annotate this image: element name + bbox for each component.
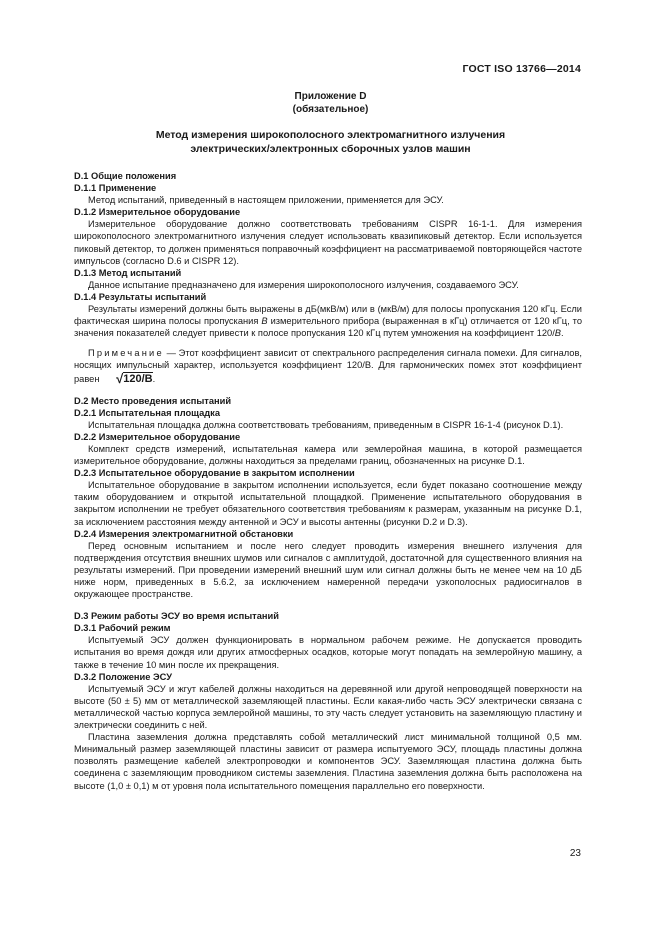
subsection-heading-d2-4: D.2.4 Измерения электромагнитной обстановки	[74, 528, 294, 539]
main-title-line-1: Метод измерения широкополосного электромагнитного излучения	[155, 129, 506, 141]
appendix-title: Приложение D	[294, 91, 367, 102]
note	[74, 347, 582, 384]
main-title	[0, 128, 661, 156]
subsection-heading-d2-2: D.2.2 Измерительное оборудование	[74, 431, 241, 442]
standard-designation: ГОСТ ISO 13766—2014	[462, 63, 581, 75]
text-run: измерительного прибора (выраженная в кГц) отличается от 120 кГц, то значения показателей следует привести к полосе пропускания 120 кГц путем умножения на коэффициент 120/	[74, 316, 583, 339]
subsection-heading-d1-3: D.1.3 Метод испытаний	[74, 267, 182, 278]
paragraph-d1-3: Данное испытание предназначено для измерения широкополосного излучения, создаваемого ЭСУ.	[88, 279, 519, 290]
variable-b: B	[554, 328, 561, 339]
sqrt-formula-radicand: 120/B	[123, 372, 153, 385]
paragraph-d1-2: Измерительное оборудование должно соответствовать требованиям CISPR 16-1-1. Для измерения широкополосного электромагнитного излучения следует использовать квазипиковый детектор. Если используется пиковый детектор, то должен применяться поправочный коэффициент на рассматриваемой повторяющейся частоте импульсов (согласно D.6 и CISPR 12).	[74, 219, 582, 266]
radical-sign-icon: √	[116, 370, 124, 386]
page-number: 23	[569, 848, 581, 859]
subsection-heading-d3-1: D.3.1 Рабочий режим	[74, 623, 171, 634]
main-title-line-2: электрических/электронных сборочных узлов машин	[190, 143, 471, 155]
paragraph-d1-4	[74, 303, 582, 339]
paragraph-d2-2: Комплект средств измерений, испытательная камера или землеройная машина, в которой размещается измерительное оборудование, должны находиться за пределами границ, обозначенных на рисунке D.1.	[74, 443, 582, 467]
subsection-heading-d3-2: D.3.2 Положение ЭСУ	[74, 671, 172, 682]
subsection-heading-d1-4: D.1.4 Результаты испытаний	[74, 291, 207, 302]
subsection-heading-d1-2: D.1.2 Измерительное оборудование	[74, 207, 241, 218]
section-heading-d3: D.3 Режим работы ЭСУ во время испытаний	[74, 611, 279, 622]
appendix-subtitle: (обязательное)	[292, 104, 369, 115]
paragraph-d3-2a: Испытуемый ЭСУ и жгут кабелей должны находиться на деревянной или другой непроводящей поверхности на высоте (50 ± 5) мм от металлической заземляющей пластины. Если какая-либо часть ЭСУ электрически связана с металлической частью корпуса землеройной машины, то эту часть следует установить на заземляющую пластину и электрически соединить с ней.	[74, 683, 582, 731]
note-label: Примечание	[88, 348, 164, 359]
paragraph-d2-3: Испытательное оборудование в закрытом исполнении используется, если будет показано соотношение между таким оборудованием и открытой испытательной площадкой. Применение испытательного оборудования в закрытом исполнении не требует обязательного соответствия требованиям к размерам, указанным на рисунке D.1, за исключением расстояния между антенной и ЭСУ и высоты антенны (рисунки D.2 и D.3).	[74, 480, 582, 527]
paragraph-d3-1: Испытуемый ЭСУ должен функционировать в нормальном рабочем режиме. Не допускается проводить испытания во время дождя или других атмосферных осадков, которые могут попадать на землеройную машину, а также в течение 10 мин после их прекращения.	[74, 635, 582, 670]
subsection-heading-d1-1: D.1.1 Применение	[74, 183, 157, 194]
section-heading-d1: D.1 Общие положения	[74, 171, 177, 181]
paragraph-d3-2b: Пластина заземления должна представлять собой металлический лист минимальной толщиной 0,5 мм. Минимальный размер заземляющей пластины зависит от размера испытуемого ЭСУ, площадь пластины должна позволять размещение кабелей электропроводки и компонентов ЭСУ. Заземляющая пластина должна быть соединена с заземляющим проводником системы заземления. Пластина заземления должна быть расположена на высоте (1,0 ± 0,1) м от уровня пола испытательного помещения параллельно его поверхности.	[74, 732, 582, 791]
paragraph-d2-1: Испытательная площадка должна соответствовать требованиям, приведенным в CISPR 16-1-4 (рисунок D.1).	[88, 419, 564, 430]
variable-b: B	[261, 316, 268, 327]
sqrt-formula	[102, 370, 153, 386]
text-run: Результаты измерений должны быть выражены в дБ(мкВ/м) или в (мкВ/м) для полосы пропускания 120 кГц. Если фактическая ширина полосы пропускания	[74, 304, 582, 327]
body-text	[74, 170, 582, 792]
paragraph-d1-1: Метод испытаний, приведенный в настоящем приложении, применяется для ЭСУ.	[88, 195, 444, 206]
text-run: .	[561, 328, 564, 339]
section-heading-d2: D.2 Место проведения испытаний	[74, 395, 232, 406]
subsection-heading-d2-1: D.2.1 Испытательная площадка	[74, 407, 221, 418]
text-run: .	[152, 373, 156, 384]
note-text: — Этот коэффициент зависит от спектрального распределения сигнала помехи. Для сигналов, носящих импульсный характер, используется коэффициент 120/B. Для гармонических помех этот коэффициент равен	[74, 348, 582, 384]
subsection-heading-d2-3: D.2.3 Испытательное оборудование в закрытом исполнении	[74, 468, 355, 479]
paragraph-d2-4: Перед основным испытанием и после него следует проводить измерения внешнего излучения для подтверждения отсутствия внешних шумов или сигналов с амплитудой, достаточной для существенного влияния на результаты измерений. При проведении измерений внешний шум или сигнал должны быть не менее чем на 10 дБ ниже норм, приведенных в 5.6.2, за исключением намеренной передачи узкополосных радиосигналов в окружающее пространстве.	[74, 540, 582, 600]
